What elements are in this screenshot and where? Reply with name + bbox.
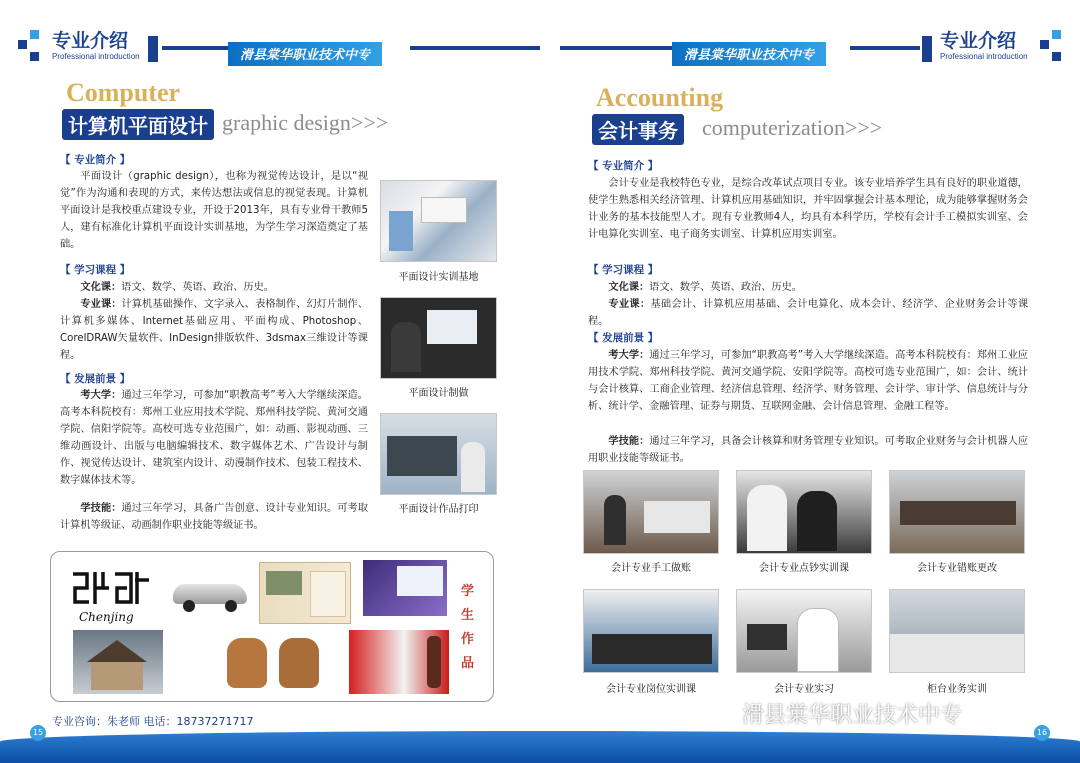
header-tag-left [52, 30, 222, 74]
computer-row-shape [592, 634, 712, 664]
left-section-intro: 【 专业简介 】 [60, 154, 131, 166]
left-section-courses: 【 学习课程 】 [60, 264, 131, 276]
text: 通过三年学习，可参加“职教高考”考入大学继续深造。高考本科院校有：郑州工业应用技术学院、郑州科技学院、黄河交通学院、安阳学院等。高校可选专业范围广，如：会计、统计与会计核算、工商企业管理、经济信息管理、经济学、财务管理、会计学、审计学、信息统计与分析、统计学、金融管理、证券与期货、互联网金融、会计信息管理、金融工程等。 [588, 350, 1028, 412]
caption: 平面设计实训基地 [398, 272, 479, 283]
label: 专业课： [608, 299, 651, 310]
printer-shape [387, 436, 457, 476]
left-subtitle: graphic design>>> [222, 110, 389, 135]
person-shape [391, 322, 421, 372]
header-line [410, 46, 540, 50]
header-tag-subtitle: Professional introduction [52, 52, 140, 61]
header-line [850, 46, 920, 50]
decor-square [1052, 30, 1061, 39]
footer-wave [0, 731, 1080, 763]
monitor-shape [747, 624, 787, 650]
monitor-shape [427, 310, 477, 344]
person-shape [604, 495, 626, 545]
student-works-label: 学生作品 [461, 584, 475, 671]
wall-shape [91, 662, 143, 690]
roof-shape [87, 640, 147, 662]
person-shape [797, 608, 839, 672]
text: 计算机基础操作、文字录入、表格制作、幻灯片制作、计算机多媒体、Internet基础应用、平面构成、Photoshop、CorelDRAW矢量软件、InDesign排版软件、3dsmax三维设计等课程。 [60, 299, 369, 361]
left-chinese-title: 计算机平面设计 [62, 109, 214, 140]
desk-shape [644, 501, 710, 533]
watermark: 滑县棠华职业技术中专 [742, 703, 963, 728]
person-shape [461, 442, 485, 492]
text: 语文、数学、英语、政治、历史。 [121, 282, 274, 293]
text: 语文、数学、英语、政治、历史。 [649, 282, 802, 293]
caption: 平面设计制做 [408, 388, 469, 399]
page-header [0, 0, 1080, 78]
window-shape [389, 211, 413, 251]
photo-cash-counting [736, 470, 872, 554]
decor-bar [148, 36, 158, 62]
right-subtitle: computerization>>> [702, 115, 883, 140]
decor-square [30, 30, 39, 39]
photo-internship [736, 589, 872, 673]
right-english-title: Accounting [596, 83, 724, 112]
left-english-title: Computer [66, 78, 181, 107]
header-tag-subtitle: Professional introduction [940, 52, 1028, 61]
table-shape [900, 501, 1016, 525]
package-panel-shape [397, 566, 443, 596]
right-major [588, 296, 1028, 330]
label: 考大学： [80, 390, 122, 401]
decor-square [1040, 40, 1049, 49]
house-render [73, 630, 163, 694]
right-culture [588, 279, 1028, 296]
brochure-photo-shape [266, 571, 302, 595]
label: 文化课： [80, 282, 122, 293]
decor-square [30, 52, 39, 61]
car-render [169, 570, 251, 614]
caption: 会计专业实习 [774, 684, 834, 695]
school-name-left: 滑县棠华职业技术中专 [228, 42, 382, 66]
label: 专业课： [80, 299, 122, 310]
left-college [60, 387, 368, 489]
page-number-right: 16 [1034, 725, 1050, 741]
right-section-intro: 【 专业简介 】 [588, 160, 659, 172]
decor-bar [922, 36, 932, 62]
header-tag-right [940, 30, 1040, 74]
caption: 柜台业务实训 [927, 684, 987, 695]
character-shape [279, 638, 319, 688]
photo-design-print [380, 413, 497, 495]
text: 通过三年学习，可参加“职教高考”考入大学继续深造。高考本科院校有：郑州工业应用技术学院、郑州科技学院、黄河交通学院、信阳学院等。高校可选专业范围广，如：动画、影视动画、三维动画设计、出版与电脑编辑技术、数字媒体艺术、广告设计与制作、视觉传达设计、建筑室内设计、动漫制作技术、包装工程技术、数字媒体技术等。 [60, 390, 369, 486]
brochure-page-shape [310, 571, 346, 617]
character-shape [227, 638, 267, 688]
caption: 会计专业岗位实训课 [606, 684, 696, 695]
left-culture [60, 279, 368, 296]
left-intro-text: 平面设计（graphic design），也称为视觉传达设计，是以“视觉”作为沟通和表现的方式，来传达想法或信息的视觉表现。计算机平面设计是我校重点建设专业，开设于2013年，具有专业骨干教师5人，建有标准化计算机平面设计实训基地，为学生学习深造奠定了基础。 [60, 171, 368, 250]
brochure-artwork [259, 562, 351, 624]
caption: 会计专业错账更改 [917, 563, 997, 574]
label: 学技能： [80, 503, 122, 514]
consult-info: 专业咨询：朱老师 电话：18737271717 [52, 715, 254, 728]
left-section-prospect: 【 发展前景 】 [60, 373, 131, 385]
left-major [60, 296, 368, 364]
photo-training-base [380, 180, 497, 262]
page-number-left: 15 [30, 725, 46, 741]
decor-square [18, 40, 27, 49]
caption: 平面设计作品打印 [398, 504, 479, 515]
poster-shape [421, 197, 467, 223]
logo-artwork [69, 566, 151, 626]
text: 通过三年学习，具备广告创意、设计专业知识。可考取计算机等级证、动画制作职业技能等级证书。 [60, 503, 369, 531]
person-shape [747, 485, 787, 551]
text: 通过三年学习，具备会计核算和财务管理专业知识。可考取企业财务与会计机器人应用职业技能等级证书。 [588, 436, 1029, 464]
counter-shape [890, 634, 1025, 673]
photo-manual-bookkeeping [583, 470, 719, 554]
package-artwork [363, 560, 447, 616]
label: 文化课： [608, 282, 650, 293]
label: 学技能： [608, 436, 650, 447]
photo-error-correction [889, 470, 1025, 554]
logo-text: Chenjing [79, 610, 134, 624]
characters-render [219, 632, 327, 692]
person-shape [797, 491, 837, 551]
student-works-box [50, 551, 494, 702]
cola-artwork [349, 630, 449, 694]
photo-post-training [583, 589, 719, 673]
wheel-shape [183, 600, 195, 612]
header-tag-title: 专业介绍 [52, 30, 129, 52]
right-section-prospect: 【 发展前景 】 [588, 332, 659, 344]
header-tag-title: 专业介绍 [940, 30, 1017, 52]
bottle-shape [427, 636, 441, 688]
right-section-courses: 【 学习课程 】 [588, 264, 659, 276]
caption: 会计专业点钞实训课 [759, 563, 849, 574]
left-skill [60, 500, 368, 534]
right-skill [588, 433, 1028, 467]
right-intro-text: 会计专业是我校特色专业，是综合改革试点项目专业。该专业培养学生具有良好的职业道德，使学生熟悉相关经济管理、计算机应用基础知识，并牢固掌握会计基本理论，成为能够掌握财务会计业务的基本技能型人才。现有专业教师4人，均具有本科学历，学校有会计手工模拟实训室、会计电算化实训室、电子商务实训室、计算机应用实训室。 [588, 178, 1028, 240]
school-name-right: 滑县棠华职业技术中专 [672, 42, 826, 66]
right-college [588, 347, 1028, 415]
wheel-shape [225, 600, 237, 612]
text: 基础会计、计算机应用基础、会计电算化、成本会计、经济学、企业财务会计等课程。 [588, 299, 1029, 327]
photo-counter-training [889, 589, 1025, 673]
right-chinese-title: 会计事务 [592, 114, 684, 145]
caption: 会计专业手工做账 [611, 563, 691, 574]
decor-square [1052, 52, 1061, 61]
header-line [560, 46, 675, 50]
label: 考大学： [608, 350, 650, 361]
photo-design-making [380, 297, 497, 379]
